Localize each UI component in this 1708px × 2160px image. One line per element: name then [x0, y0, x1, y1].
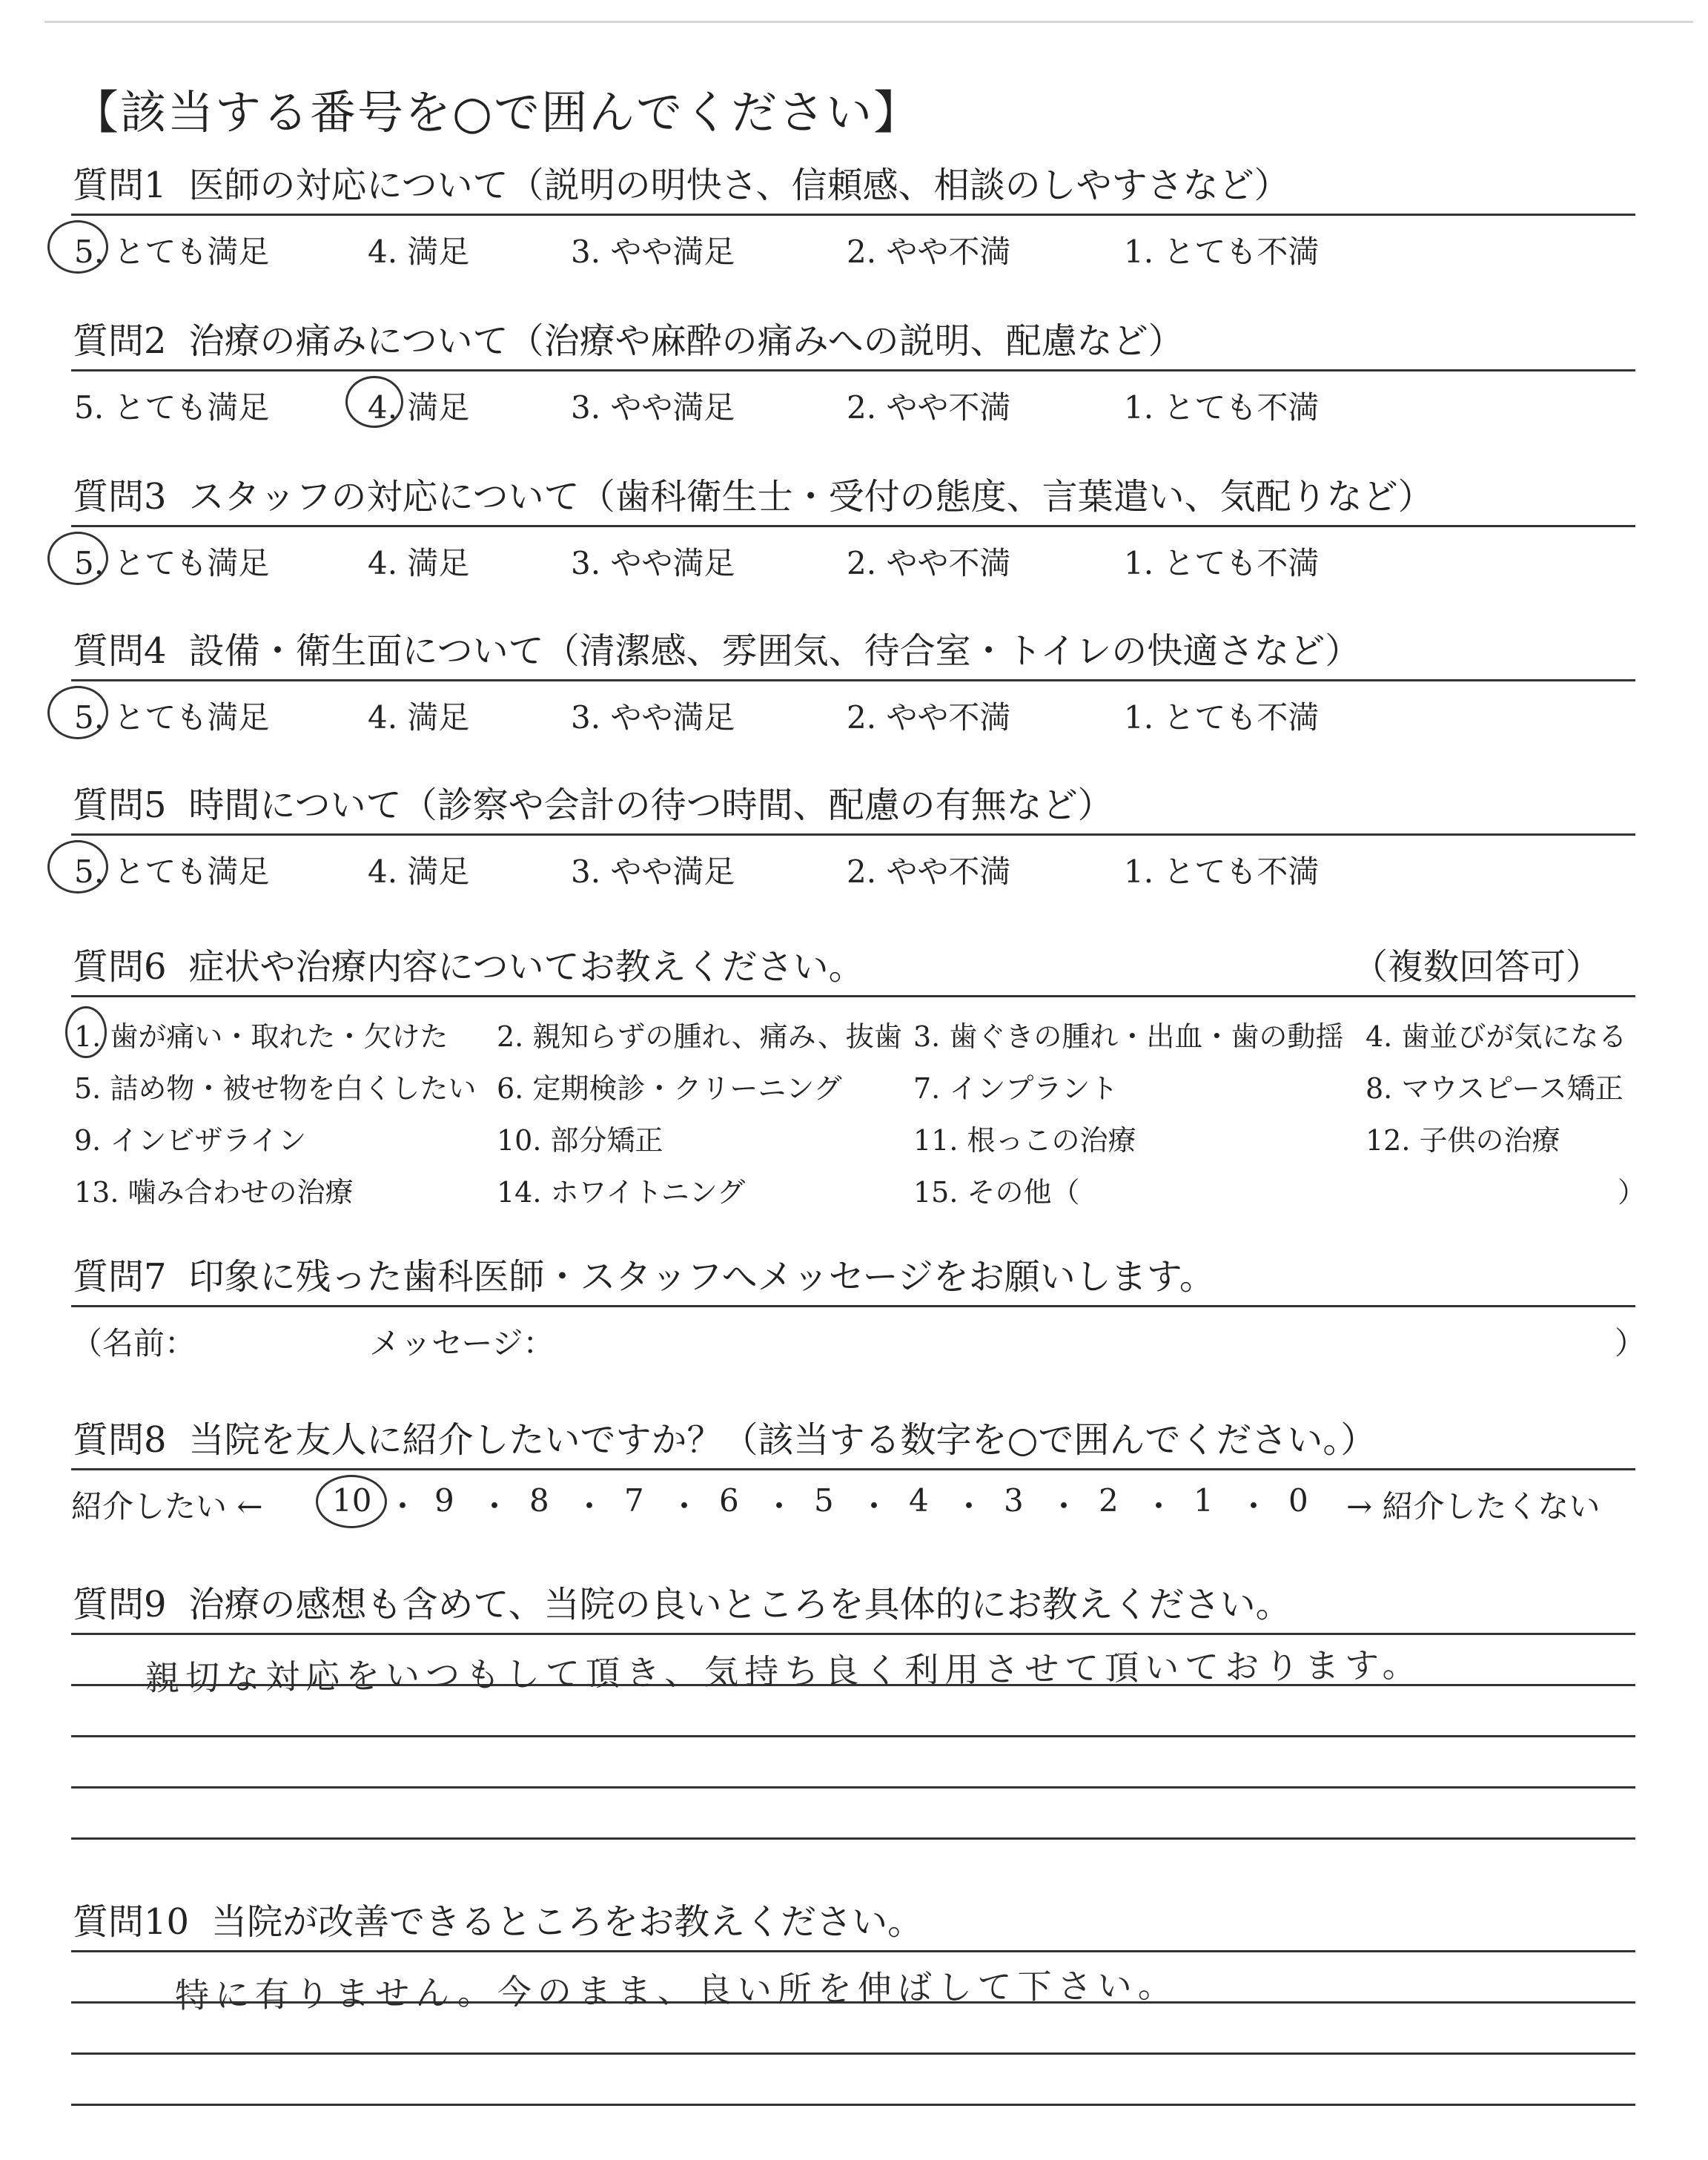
question-title: 質問8 当院を友人に紹介したいですか？（該当する数字を○で囲んでください。）	[73, 1419, 1377, 1461]
question-10	[71, 1891, 1635, 2106]
question-8	[71, 1409, 1635, 1524]
symptom-item[interactable]: 3. 歯ぐきの腫れ・出血・歯の動揺	[913, 1020, 1344, 1053]
question-1	[71, 154, 1635, 268]
score-2[interactable]: 2	[1099, 1482, 1119, 1519]
close-paren: ）	[1615, 1325, 1646, 1361]
scan-top-edge	[44, 21, 1693, 23]
symptom-item[interactable]: 9. インビザライン	[74, 1124, 307, 1157]
question-title: 質問9 治療の感想も含めて、当院の良いところを具体的にお教えください。	[73, 1584, 1291, 1625]
option-1[interactable]: 1. とても不満	[1124, 545, 1320, 581]
question-title: 質問2 治療の痛みについて（治療や麻酔の痛みへの説明、配慮など）	[73, 320, 1184, 362]
rating-options	[71, 216, 1635, 268]
answer-line	[71, 2104, 1635, 2106]
multiple-answers-note: （複数回答可）	[1351, 946, 1601, 988]
option-3[interactable]: 3. やや満足	[571, 545, 735, 581]
score-3[interactable]: 3	[1004, 1482, 1024, 1519]
separator: ・	[953, 1488, 985, 1525]
symptom-item[interactable]: 11. 根っこの治療	[913, 1124, 1136, 1157]
score-8[interactable]: 8	[529, 1482, 549, 1519]
question-title: 質問1 医師の対応について（説明の明快さ、信頼感、相談のしやすさなど）	[73, 165, 1290, 206]
option-3[interactable]: 3. やや満足	[571, 853, 735, 890]
option-5[interactable]: 5. とても満足	[74, 853, 270, 890]
not-recommend-label: → 紹介したくない	[1346, 1488, 1601, 1525]
answer-line	[71, 1837, 1635, 1840]
rating-options	[71, 681, 1635, 736]
question-4	[71, 620, 1635, 736]
option-4[interactable]: 4. 満足	[368, 853, 470, 890]
question-9	[71, 1573, 1635, 1840]
question-3	[71, 466, 1635, 579]
score-9[interactable]: 9	[434, 1482, 454, 1519]
name-label: （名前：	[71, 1325, 196, 1361]
symptom-item[interactable]: 1. 歯が痛い・取れた・欠けた	[74, 1020, 448, 1053]
symptom-item[interactable]: 2. 親知らずの腫れ、痛み、抜歯	[497, 1020, 902, 1053]
separator: ・	[574, 1488, 606, 1525]
separator: ・	[669, 1488, 701, 1525]
question-2	[71, 310, 1635, 426]
option-1[interactable]: 1. とても不満	[1124, 389, 1320, 426]
option-2[interactable]: 2. やや不満	[847, 699, 1011, 736]
symptom-item[interactable]: 5. 詰め物・被せ物を白くしたい	[74, 1072, 477, 1105]
symptom-item[interactable]: 4. 歯並びが気になる	[1366, 1020, 1627, 1053]
symptom-item[interactable]: 7. インプラント	[913, 1072, 1119, 1105]
question-title: 質問10 当院が改善できるところをお教えください。	[73, 1901, 924, 1943]
recommend-scale	[71, 1470, 1635, 1524]
option-3[interactable]: 3. やや満足	[571, 699, 735, 736]
option-2[interactable]: 2. やや不満	[847, 545, 1011, 581]
option-2[interactable]: 2. やや不満	[847, 234, 1011, 270]
symptom-item[interactable]: 13. 噛み合わせの治療	[74, 1176, 354, 1209]
symptom-item[interactable]: 14. ホワイトニング	[497, 1176, 746, 1209]
question-title: 質問7 印象に残った歯科医師・スタッフへメッセージをお願いします。	[73, 1256, 1215, 1298]
separator: ・	[1048, 1488, 1080, 1525]
symptom-item[interactable]: 6. 定期検診・クリーニング	[497, 1072, 842, 1105]
score-7[interactable]: 7	[624, 1482, 644, 1519]
question-title: 質問4 設備・衛生面について（清潔感、雰囲気、待合室・トイレの快適さなど）	[73, 630, 1361, 672]
option-4[interactable]: 4. 満足	[368, 234, 470, 270]
separator: ・	[764, 1488, 795, 1525]
option-3[interactable]: 3. やや満足	[571, 389, 735, 426]
option-4[interactable]: 4. 満足	[368, 545, 470, 581]
handwritten-answer: 親切な対応をいつもして頂き、気持ち良く利用させて頂いております。	[145, 1644, 1423, 1699]
symptom-item-other[interactable]: 15. その他（	[913, 1176, 1080, 1209]
score-6[interactable]: 6	[719, 1482, 739, 1519]
score-1[interactable]: 1	[1194, 1482, 1214, 1519]
score-5[interactable]: 5	[814, 1482, 834, 1519]
question-7	[71, 1246, 1646, 1361]
question-6	[71, 936, 1646, 1212]
option-5[interactable]: 5. とても満足	[74, 234, 270, 270]
question-title: 質問5 時間について（診察や会計の待つ時間、配慮の有無など）	[73, 785, 1113, 826]
page-title: 【該当する番号を○で囲んでください】	[73, 85, 921, 139]
option-2[interactable]: 2. やや不満	[847, 853, 1011, 890]
question-5	[71, 774, 1635, 888]
option-1[interactable]: 1. とても不満	[1124, 234, 1320, 270]
option-3[interactable]: 3. やや満足	[571, 234, 735, 270]
symptom-options	[71, 997, 1646, 1212]
other-close-paren: ）	[1618, 1176, 1646, 1209]
option-5[interactable]: 5. とても満足	[74, 699, 270, 736]
option-4[interactable]: 4. 満足	[368, 699, 470, 736]
message-label: メッセージ：	[369, 1325, 555, 1361]
separator: ・	[387, 1488, 419, 1525]
score-4[interactable]: 4	[909, 1482, 929, 1519]
option-2[interactable]: 2. やや不満	[847, 389, 1011, 426]
option-4[interactable]: 4. 満足	[368, 389, 470, 426]
symptom-item[interactable]: 10. 部分矯正	[497, 1124, 663, 1157]
option-5[interactable]: 5. とても満足	[74, 389, 270, 426]
separator: ・	[479, 1488, 511, 1525]
symptom-item[interactable]: 8. マウスピース矯正	[1366, 1072, 1623, 1105]
question-title: 質問3 スタッフの対応について（歯科衛生士・受付の態度、言葉遣い、気配りなど）	[73, 476, 1434, 518]
score-0[interactable]: 0	[1288, 1482, 1308, 1519]
option-1[interactable]: 1. とても不満	[1124, 699, 1320, 736]
question-title: 質問6 症状や治療内容についてお教えください。	[73, 946, 864, 988]
recommend-label: 紹介したい ←	[71, 1488, 263, 1525]
separator: ・	[1143, 1488, 1175, 1525]
separator: ・	[1238, 1488, 1270, 1525]
rating-options	[71, 836, 1635, 888]
separator: ・	[858, 1488, 890, 1525]
option-5[interactable]: 5. とても満足	[74, 545, 270, 581]
option-1[interactable]: 1. とても不満	[1124, 853, 1320, 890]
handwritten-answer: 特に有りません。今のまま、良い所を伸ばして下さい。	[174, 1964, 1179, 2016]
rating-options	[71, 371, 1635, 426]
symptom-item[interactable]: 12. 子供の治療	[1366, 1124, 1560, 1157]
score-10[interactable]: 10	[332, 1482, 372, 1519]
rating-options	[71, 527, 1635, 579]
